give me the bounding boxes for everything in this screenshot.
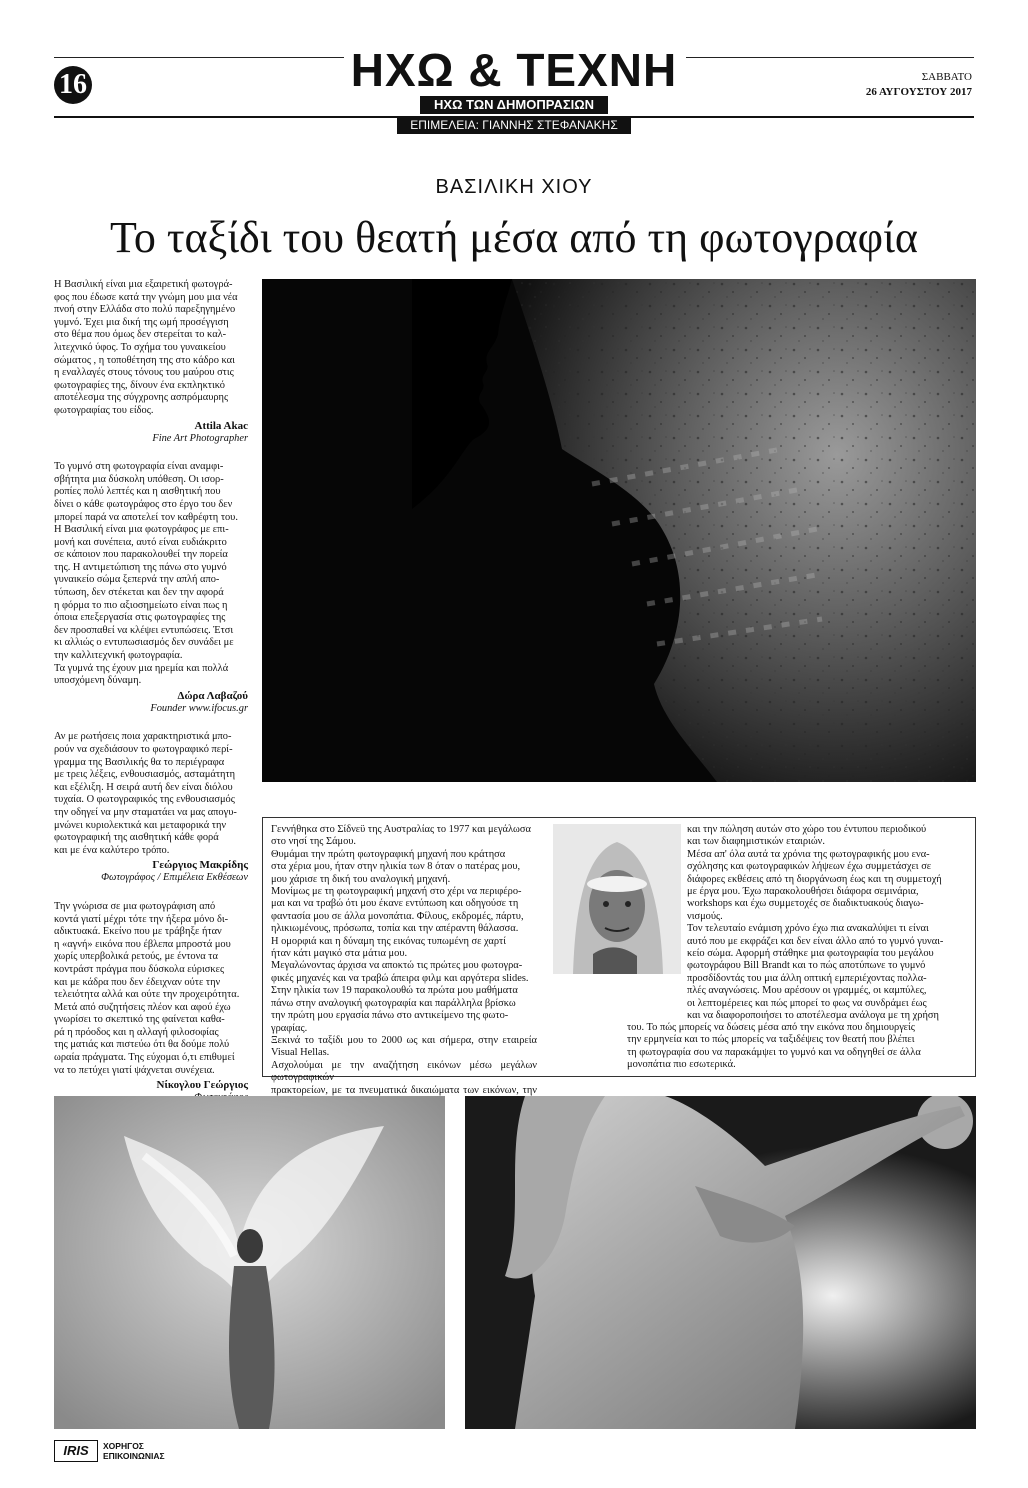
text-line: γραμμα της Βασιλικής θα το περιέγραφα	[54, 756, 225, 768]
spacer	[54, 885, 248, 901]
sponsor-line-1: ΧΟΡΗΓΟΣ	[103, 1441, 144, 1451]
testimonial	[54, 279, 248, 445]
text-line: του. Το πώς μπορείς να δώσεις μέσα από την εικόνα που δημιουργείς	[627, 1022, 915, 1033]
text-line: Γεννήθηκα στο Σίδνεϋ της Αυστραλίας το 1977 και μεγάλωσα	[271, 824, 531, 835]
text-line: μονή και συνέπεια, αυτό είναι ευδιάκριτο	[54, 536, 227, 548]
text-line: οι λεπτομέρειες και πώς μπορεί το φως να συνδράμει έως	[687, 997, 927, 1009]
text-line: προσδίδοντάς του μια άλλη οπτική εμπεριέχοντας πολλα-	[687, 972, 927, 984]
testimonial-role: Fine Art Photographer	[152, 432, 248, 444]
testimonial-name: Γεώργιος Μακρίδης	[152, 859, 248, 872]
text-line: αδικτυακά. Εκείνο που με τράβηξε ήταν	[54, 926, 222, 938]
text-line: γραφίας.	[271, 1022, 308, 1034]
text-line: λιτεχνικό ύφος. Το σχήμα του γυναικείου	[54, 341, 226, 353]
bottom-left-photo-dancer	[54, 1096, 445, 1429]
text-line: τελειότητα αλλά και ούτε την προχειρότητα.	[54, 989, 240, 1001]
text-line: διάφορες εκθέσεις από τη διοργάνωση έως και τη συμμετοχή	[687, 873, 942, 885]
portrait-photo	[553, 824, 681, 974]
testimonial-name: Attila Akac	[194, 419, 248, 432]
text-line: στα χέρια μου, ήταν στην ηλικία των 8 όταν ο πατέρας μου,	[271, 861, 521, 873]
text-line: σε κάποιον που παρακολουθεί την πορεία	[54, 549, 228, 561]
text-line: δίνει ο κάθε φωτογράφος στο έργο του δεν	[54, 498, 233, 510]
text-line: αποτέλεσμα της σύγχρονης ασπρόμαυρης	[54, 392, 229, 404]
text-line: στο νησί της Σάμου.	[271, 836, 357, 848]
page-number: 16	[54, 66, 92, 104]
text-line: Μεγαλώνοντας άρχισα να αποκτώ τις πρώτες μου φωτογρα-	[271, 960, 523, 972]
text-line: με τρεις λέξεις, ενθουσιασμός, ασταμάτητη	[54, 769, 236, 781]
main-photo-silhouette	[262, 279, 976, 782]
silhouette-art	[262, 279, 976, 782]
text-line: μπορεί παρά να αποτελεί τον καθρέφτη του.	[54, 511, 238, 523]
text-line: και των διαφημιστικών εταιριών.	[687, 836, 825, 848]
text-line: μου χάρισε τη δική του αναλογική μηχανή.	[271, 873, 451, 885]
text-line: πνοή στην Ελλάδα στο πολύ παρεξηγημένο	[54, 304, 236, 316]
text-line: και να διαφοροποιήσει το αποτέλεσμα ανάλογα με τη χρήση	[687, 1010, 939, 1022]
text-line: workshops και έχω συμμετοχές σε διαδικτυακούς διαγω-	[687, 898, 924, 910]
text-line: και με ένα καλύτερο τρόπο.	[54, 844, 170, 856]
text-line: χωρίς υπερβολικά ρετούς, με έντονα τα	[54, 951, 218, 963]
testimonial-name: Δώρα Λαβαζού	[177, 689, 248, 702]
sponsor-label	[103, 1441, 165, 1461]
issue-day: ΣΑΒΒΑΤΟ	[921, 71, 972, 83]
text-line: φωτογραφική της αισθητική κάθε φορά	[54, 832, 219, 844]
text-line: ροπίες πολύ λεπτές και η αισθητική που	[54, 486, 221, 498]
text-line: Ξεκινά το ταξίδι μου το 2000 ως και σήμερα, στην εταιρεία Visual Hellas.	[271, 1034, 537, 1059]
text-line: πλές αναγνώσεις. Μου αρέσουν οι γραμμές, οι καμπύλες,	[687, 985, 927, 997]
text-line: ωραία πράγματα. Της εύχομαι ό,τι επιθυμεί	[54, 1052, 235, 1064]
bio-box	[262, 817, 976, 1096]
text-line: υποσχόμενη δύναμη.	[54, 675, 142, 687]
text-line: φωτογράφου Bill Brandt και το πώς αποτύπωνε το γυμνό	[687, 960, 926, 972]
section-label: ΗΧΩ ΤΩΝ ΔΗΜΟΠΡΑΣΙΩΝ	[420, 96, 608, 114]
text-line: και εξέλιξη. Η σειρά αυτή δεν είναι διόλου	[54, 781, 233, 793]
text-line: ηλικιωμένους, πρόσωπα, τοπία και την απέραντη θάλασσα.	[271, 923, 519, 935]
sponsor-logo: IRIS	[54, 1440, 98, 1462]
issue-date: 26 ΑΥΓΟΥΣΤΟΥ 2017	[865, 86, 972, 98]
bio-wide-paragraph	[627, 1022, 969, 1072]
text-line: ήταν κάτι μαγικό στα μάτια μου.	[271, 948, 408, 960]
text-line: Αν με ρωτήσεις ποια χαρακτηριστικά μπο-	[54, 731, 232, 743]
text-line: αυτό που με εκφράζει και δεν είναι άλλο από το γυμνό γυναι-	[687, 935, 944, 947]
text-line: δεν προσπαθεί να κλέψει εντυπώσεις. Έτσι	[54, 624, 234, 636]
text-line: φος που έδωσε κατά την γνώμη μου μια νέα	[54, 291, 238, 303]
text-line: Στην ηλικία των 19 παρακολουθώ τα πρώτα μου μαθήματα	[271, 985, 518, 997]
text-line: Μετά από συζητήσεις πλέον και αφού έχω	[54, 1001, 231, 1013]
testimonial	[54, 731, 248, 885]
text-line: φικές μηχανές και να τραβώ άπειρα φιλμ και αργότερα slides.	[271, 972, 529, 984]
text-line: την καλλιτεχνική φωτογραφία.	[54, 650, 183, 662]
header-rule	[54, 116, 974, 118]
text-line: νισμούς.	[687, 910, 723, 922]
bottom-right-photo-figure	[465, 1096, 976, 1429]
text-line: πρακτορείων, με τα πνευματικά δικαιώματα των εικόνων, την	[271, 1084, 537, 1096]
text-line: πάνω στην αναλογική φωτογραφία και παράλληλα βρίσκω	[271, 997, 516, 1009]
editor-label: ΕΠΙΜΕΛΕΙΑ: ΓΙΑΝΝΗΣ ΣΤΕΦΑΝΑΚΗΣ	[397, 117, 631, 134]
text-line: Τα γυμνά της έχουν μια ηρεμία και πολλά	[54, 662, 229, 674]
text-line: γυναικείο σώμα ξεπερνά την απλή απο-	[54, 574, 220, 586]
text-line: σώματος , η τοποθέτηση της στο κάδρο και	[54, 354, 235, 366]
figure-art	[465, 1096, 976, 1429]
text-line: τη φωτογραφία σου να παρακάμψει το γυμνό και να οδηγηθεί σε άλλα	[627, 1046, 921, 1058]
text-line: με έργα μου. Έχω παρακολουθήσει διάφορα σεμινάρια,	[687, 886, 919, 898]
text-line: τυχαία. Ο φωτογραφικός της ενθουσιασμός	[54, 794, 235, 806]
text-line: κοντράστ πράγμα που δύσκολα εύρισκες	[54, 963, 225, 975]
text-line: μνώνει κυριολεκτικά και μεταφορικά την	[54, 819, 227, 831]
text-line: Μέσα απ' όλα αυτά τα χρόνια της φωτογραφικής μου ενα-	[687, 848, 930, 860]
spacer	[54, 715, 248, 731]
text-line: Η Βασιλική είναι μια εξαιρετική φωτογρά-	[54, 279, 233, 290]
text-line: Τον τελευταίο ενάμιση χρόνο έχω πια ανακαλύψει τι είναι	[687, 923, 929, 935]
text-line: ρούν να σχεδιάσουν το φωτογραφικό περί-	[54, 744, 233, 755]
text-line: μονοπάτια πιο εσωτερικά.	[627, 1059, 736, 1071]
sponsor-line-2: ΕΠΙΚΟΙΝΩΝΙΑΣ	[103, 1451, 165, 1461]
article-author: ΒΑΣΙΛΙΚΗ ΧΙΟΥ	[435, 176, 593, 198]
testimonial-role: Founder www.ifocus.gr	[150, 702, 248, 714]
text-line: σβήτητα μια δύσκολη υπόθεση. Οι ισορ-	[54, 473, 224, 485]
text-line: η εναλλαγές στους τόνους του μαύρου στις	[54, 367, 234, 379]
bio-column-1	[271, 824, 537, 1109]
text-line: φωτογραφίες της, δίνουν ένα εκπληκτικό	[54, 379, 225, 391]
text-line: Η Βασιλική είναι μια φωτογράφος με επι-	[54, 524, 229, 536]
text-line: Μονίμως με τη φωτογραφική μηχανή στο χέρι να περιφέρο-	[271, 886, 522, 898]
testimonial	[54, 461, 248, 715]
testimonial-role: Φωτογράφος / Επιμέλεια Εκθέσεων	[101, 872, 248, 884]
text-line: φαντασία μου σε άλλα μονοπάτια. Φίλους, εκδρομές, πάρτυ,	[271, 910, 524, 922]
text-line: η «αγνή» εικόνα που έβλεπα μπροστά μου	[54, 938, 231, 950]
text-line: την πρώτη μου εργασία πάνω στο αντικείμενο της φωτο-	[271, 1010, 509, 1022]
text-line: κι αλλιώς ο εντυπωσιασμός δεν συνάδει με	[54, 637, 234, 649]
text-line: Η ομορφιά και η δύναμη της εικόνας τυπωμένη σε χαρτί	[271, 935, 507, 947]
text-line: γνωρίσει το σκεπτικό της φαίνεται καθα-	[54, 1014, 225, 1026]
text-line: σχόλησης και φωτογραφικών λήψεων έχω συμμετάσχει σε	[687, 861, 932, 873]
text-line: κείο σώμα. Αφορμή στάθηκε μια φωτογραφία του μεγάλου	[687, 948, 934, 960]
text-line: Την γνώρισα σε μια φωτογράφιση από	[54, 900, 216, 912]
text-line: την οδηγεί να μην σταματάει να μας απογυ-	[54, 806, 237, 818]
text-line: Θυμάμαι την πρώτη φωτογραφική μηχανή που κράτησα	[271, 848, 506, 860]
text-line: όποια επεξεργασία στις φωτογραφίες της	[54, 612, 226, 624]
top-rule-right	[686, 57, 974, 58]
text-line: να το πετύχει γιατί ψάχνεται συνέχεια.	[54, 1064, 215, 1076]
text-line: κοντά γιατί μέχρι τότε την ήξερα μόνο δι-	[54, 913, 229, 925]
text-line: τύπωση, δεν στέκεται και δεν την αφορά	[54, 587, 224, 599]
date-block	[866, 70, 972, 100]
text-line: μαι και να τραβώ ότι μου έκανε εντύπωση και οδηγούσε τη	[271, 898, 519, 910]
text-line: γυμνό. Έχει μια δική της ωμή προσέγγιση	[54, 316, 229, 328]
text-line: Ασχολούμαι με την αναζήτηση εικόνων μέσω μεγάλων φωτογραφικών	[271, 1059, 537, 1084]
text-line: Το γυμνό στη φωτογραφία είναι αναμφι-	[54, 461, 224, 473]
testimonial	[54, 901, 248, 1105]
text-line: ρά η πρόοδος και η αλλαγή φιλοσοφίας	[54, 1026, 219, 1038]
text-line: φωτογραφίας του είδος.	[54, 404, 154, 416]
text-line: και την πώληση αυτών στο χώρο του έντυπου περιοδικού	[687, 824, 927, 835]
text-line: την ερμηνεία και το πώς μπορείς να ταξιδέψεις τον θεατή που βλέπει	[627, 1034, 915, 1046]
text-line: της ματιάς και πιστεύω ότι θα δούμε πολύ	[54, 1039, 230, 1051]
masthead-title: ΗΧΩ & ΤΕΧΝΗ	[350, 44, 678, 96]
text-line: και με κάδρα που δεν έδειχναν ούτε την	[54, 976, 221, 988]
testimonials-column	[54, 279, 248, 1105]
bio-column-2	[687, 824, 969, 1023]
dancer-art	[54, 1096, 445, 1429]
text-line: η φόρμα το πιο αξιοσημείωτο είναι πως η	[54, 599, 228, 611]
article-headline: Το ταξίδι του θεατή μέσα από τη φωτογραφία	[110, 213, 918, 262]
top-rule-left	[54, 57, 344, 58]
text-line: της. Η αντιμετώπιση της πάνω στο γυμνό	[54, 561, 227, 573]
spacer	[54, 445, 248, 461]
text-line: στο θέμα που όμως δεν στερείται το καλ-	[54, 329, 227, 341]
testimonial-name: Νίκογλου Γεώργιος	[156, 1079, 248, 1092]
portrait-art	[553, 824, 681, 974]
